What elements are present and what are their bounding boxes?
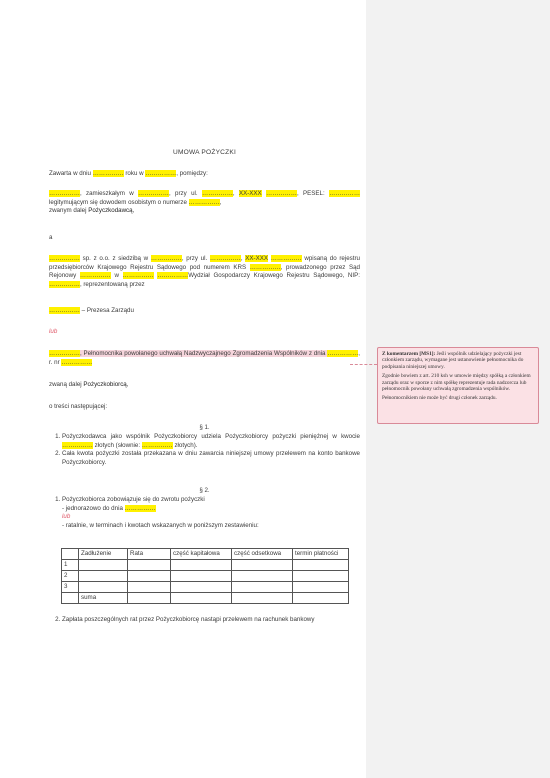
section-2-list [49,496,360,530]
field-resolution-date[interactable]: …………… [327,350,359,357]
or-option-1: lub [49,328,58,335]
repayment-schedule-table [61,548,349,604]
proxy-paragraph: ……………, Pełnomocnika powołanego uchwałą Nadzwyczajnego Zgromadzenia Wspólników z dnia ……………, r. nr …………… [49,350,360,366]
lender-paragraph: ……………, zamieszkałym w ……………, przy ul. ……………, XX-XXX ……………, PESEL: …………… legitymującym się dowodem osobistym o numerze ……………, zwanym dalej Pożyczkodawcą, [49,190,361,215]
field-president[interactable]: …………… [49,307,80,314]
field-resolution-no[interactable]: …………… [61,358,93,366]
field-division[interactable]: …………… [157,272,189,280]
field-company-zip[interactable]: XX-XXX [245,255,268,262]
comment-paragraph-3: Pełnomocnikiem nie może być drugi członek zarządu. [382,395,497,402]
section-1-item-2: 2. Cała kwota pożyczki została przekazana w dniu zawarcia niniejszej umowy przelewem na konto bankowe Pożyczkobiorcy. [62,450,360,467]
field-lender-city[interactable]: …………… [138,190,169,197]
sum-label: suma [79,593,128,604]
intro-line: Zawarta w dniu …………… roku w ……………, pomiędzy: [49,170,208,177]
field-company-street[interactable]: …………… [209,255,241,262]
field-proxy-name[interactable]: …………… [49,350,80,357]
borrower-role: Pożyczkobiorcą [83,381,127,388]
comment-connector [350,364,377,365]
field-nip[interactable]: …………… [49,280,80,288]
document-title: UMOWA POŻYCZKI [173,149,236,156]
table-sum-row [62,593,349,604]
field-lender-street[interactable]: …………… [201,190,233,197]
section-2-item-2: 2. Zapłata poszczególnych rat przez Pożyczkobiorcę nastąpi przelewem na rachunek bankowy [62,616,360,625]
field-company-town[interactable]: …………… [270,255,302,262]
president-line: …………… – Prezesa Zarządu [49,307,134,314]
field-company-name[interactable]: …………… [49,255,80,262]
table-row: 1 [62,560,349,571]
field-lender-name[interactable]: …………… [49,190,80,197]
borrower-line: zwaną dalej Pożyczkobiorcą, [49,381,129,388]
field-court-city[interactable]: …………… [122,272,154,280]
section-1-heading: § 1. [199,424,210,431]
field-company-city[interactable]: …………… [150,255,182,262]
comment-author: Z komentarzem [MS1]: [382,351,436,357]
field-amount[interactable]: …………… [62,441,93,449]
comment-paragraph-1: Z komentarzem [MS1]: Jeśli wspólnik udzielający pożyczki jest członkiem zarządu, wymagane jest ustanowienie pełnomocnika do podpisania niniejszej umowy. [382,351,524,370]
or-option-2: lub [62,513,71,521]
company-paragraph: …………… sp. z o.o. z siedzibą w ……………, przy ul. ……………, XX-XXX …………… wpisaną do rejestru przedsiębiorców Krajowego Rejestru Sądowego pod numerem KRS ……………, prowadzonego przez Sąd Rejonowy …………… w …………… ……………Wydział Gospodarczy Krajowego Rejestru Sądowego, NIP: ……………, reprezentowaną przez [49,255,360,288]
section-1-list [49,433,360,467]
field-repay-date[interactable]: …………… [124,504,156,512]
comment-balloon[interactable] [377,347,539,424]
field-krs[interactable]: …………… [249,263,281,271]
comment-paragraph-2: Zgodnie bowiem z art. 210 ksh w umowie między spółką a członkiem zarządu oraz w sporze z nim spółkę reprezentuje rada nadzorcza lub pełnomocnik powołany uchwałą zgromadzenia wspólników. [382,373,531,393]
field-court[interactable]: …………… [79,272,111,280]
table-header-row [62,549,349,560]
col-header-due-date: termin płatności [293,549,349,560]
field-lender-pesel[interactable]: …………… [329,190,361,197]
col-header-debt: Zadłużenie [79,549,128,560]
table-row: 3 [62,582,349,593]
col-header-installment: Rata [128,549,171,560]
content-intro: o treści następującej: [49,403,108,410]
table-row: 2 [62,571,349,582]
section-2-list-continued [49,616,360,625]
field-lender-zip[interactable]: XX-XXX [238,190,262,197]
col-header-capital: część kapitałowa [171,549,232,560]
and-word: a [49,234,53,241]
col-header-interest: część odsetkowa [232,549,293,560]
section-2-item-1: 1. Pożyczkobiorca zobowiązuje się do zwrotu pożyczki - jednorazowo do dnia …………… lub - ratalnie, w terminach i kwotach wskazanych w poniższym zestawieniu: [62,496,360,530]
field-lender-id[interactable]: …………… [188,198,220,206]
field-amount-words[interactable]: …………… [141,441,173,449]
lender-role: Pożyczkodawcą [88,207,133,215]
section-1-item-1: 1. Pożyczkodawca jako wspólnik Pożyczkobiorcy udziela Pożyczkobiorcy pożyczki pieniężnej w kwocie …………… złotych (słownie: …………… złotych). [62,433,360,450]
section-2-heading: § 2. [199,487,210,494]
field-place[interactable]: …………… [145,170,177,177]
field-lender-town[interactable]: …………… [266,190,297,197]
field-date[interactable]: …………… [92,170,124,177]
